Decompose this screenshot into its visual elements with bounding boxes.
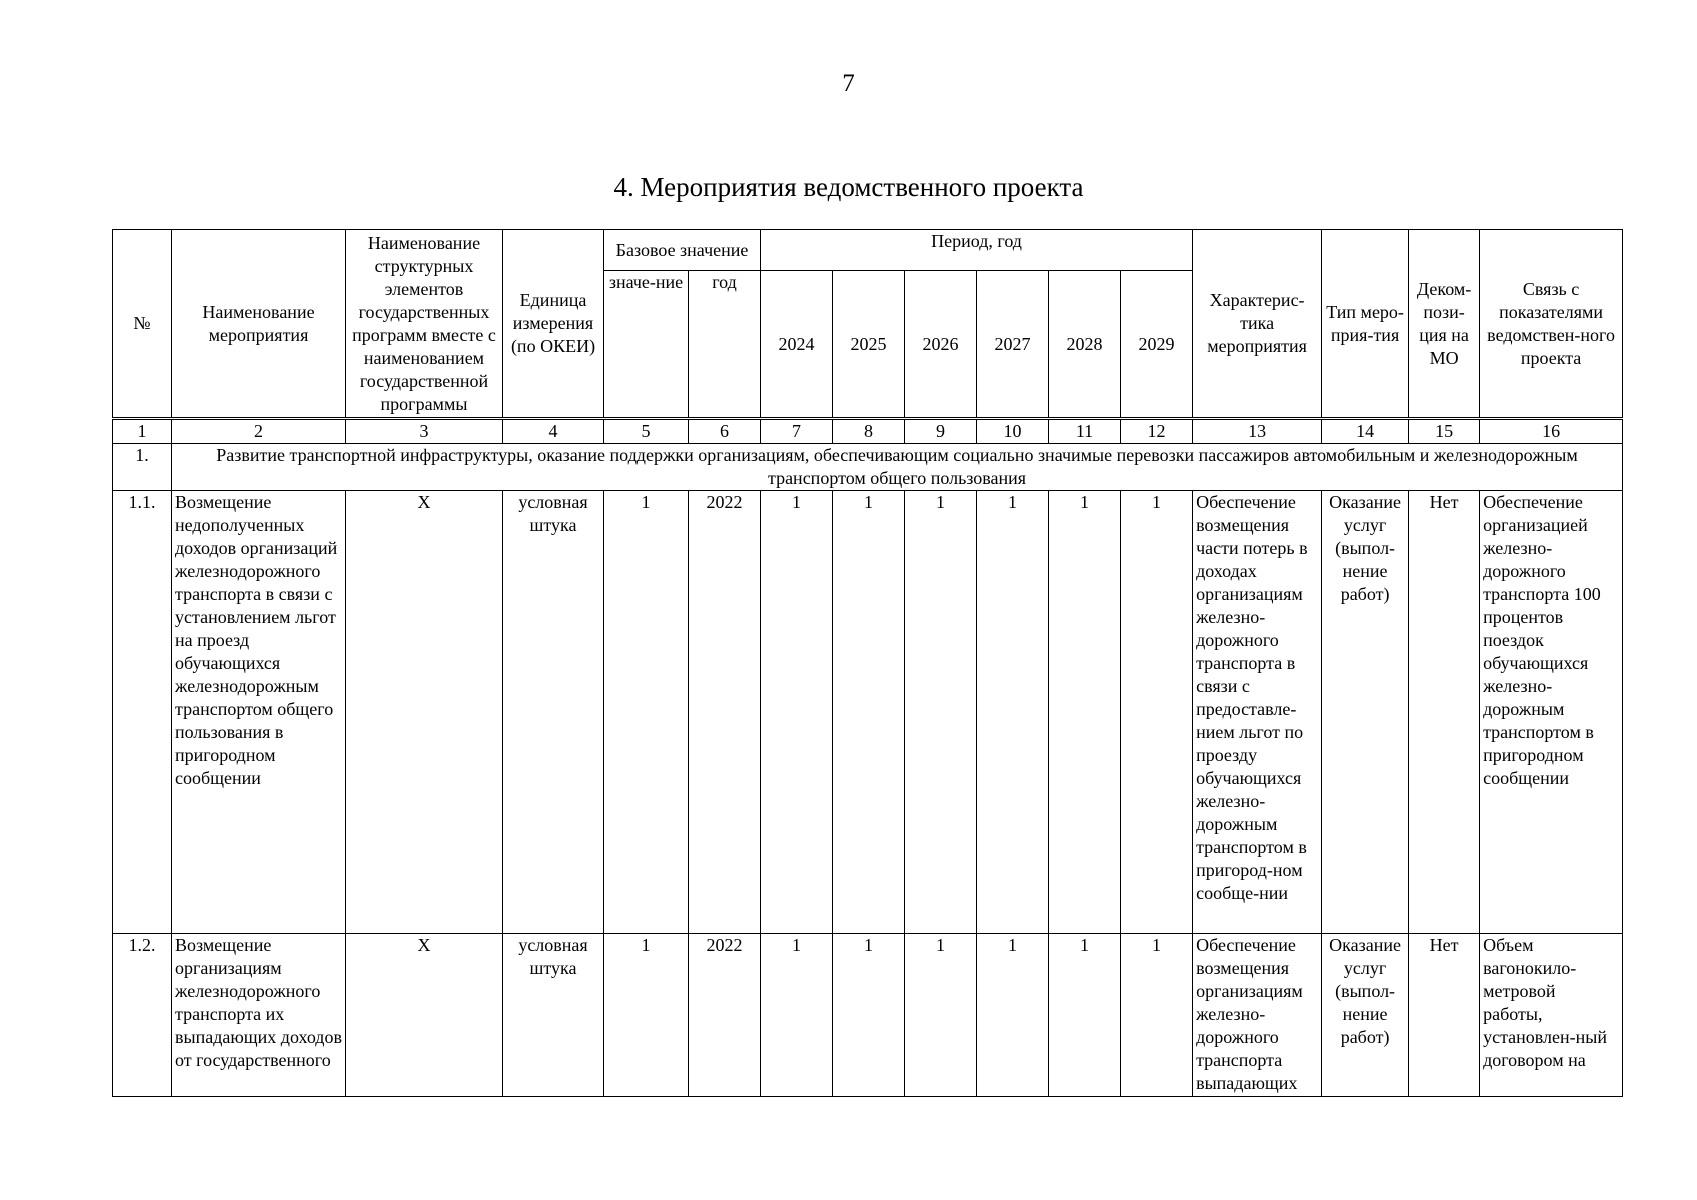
page-title: 4. Мероприятия ведомственного проекта xyxy=(613,172,1084,202)
row-value-2027: 1 xyxy=(977,934,1049,1097)
row-value-2026: 1 xyxy=(905,491,977,934)
header-characteristic: Характерис-тика мероприятия xyxy=(1193,230,1322,419)
row-value-2024: 1 xyxy=(761,934,833,1097)
column-number: 12 xyxy=(1121,419,1193,444)
row-value-2025: 1 xyxy=(833,934,905,1097)
page-number: 7 xyxy=(842,70,855,97)
column-number: 4 xyxy=(503,419,604,444)
header-year-2028: 2028 xyxy=(1049,271,1121,419)
column-number: 3 xyxy=(346,419,503,444)
header-link: Связь с показателями ведомствен-ного проекта xyxy=(1480,230,1623,419)
row-base-value: 1 xyxy=(604,491,689,934)
header-year-2029: 2029 xyxy=(1121,271,1193,419)
row-link: Обеспечение организацией железно-дорожного транспорта 100 процентов поездок обучающихся железно-дорожным транспортом в пригородном сообщении xyxy=(1480,491,1623,934)
header-type: Тип меро-прия-тия xyxy=(1322,230,1409,419)
column-numbers-row xyxy=(113,419,1623,444)
header-year-2026: 2026 xyxy=(905,271,977,419)
row-type: Оказание услуг (выпол-нение работ) xyxy=(1322,491,1409,934)
column-number: 2 xyxy=(172,419,346,444)
row-base-year: 2022 xyxy=(689,491,761,934)
row-type: Оказание услуг (выпол-нение работ) xyxy=(1322,934,1409,1097)
header-base: Базовое значение xyxy=(604,230,761,271)
header-name: Наименование мероприятия xyxy=(172,230,346,419)
row-name: Возмещение организациям железнодорожного транспорта их выпадающих доходов от государственного xyxy=(172,934,346,1097)
row-characteristic: Обеспечение возмещения организациям железно-дорожного транспорта выпадающих xyxy=(1193,934,1322,1097)
events-table xyxy=(112,229,1623,1097)
header-base-value: значе-ние xyxy=(604,271,689,419)
header-unit: Единица измерения (по ОКЕИ) xyxy=(503,230,604,419)
header-year-2027: 2027 xyxy=(977,271,1049,419)
column-number: 8 xyxy=(833,419,905,444)
column-number: 15 xyxy=(1409,419,1480,444)
row-decomp: Нет xyxy=(1409,934,1480,1097)
row-link: Объем вагонокило-метровой работы, установлен-ный договором на xyxy=(1480,934,1623,1097)
column-number: 14 xyxy=(1322,419,1409,444)
column-number: 6 xyxy=(689,419,761,444)
row-base-value: 1 xyxy=(604,934,689,1097)
row-characteristic: Обеспечение возмещения части потерь в доходах организациям железно-дорожного транспорта в связи с предоставле-нием льгот по проезду обучающихся железно-дорожным транспортом в пригород-ном сообще-нии xyxy=(1193,491,1322,934)
row-no: 1.2. xyxy=(113,934,172,1097)
column-number: 9 xyxy=(905,419,977,444)
row-value-2024: 1 xyxy=(761,491,833,934)
row-unit: условная штука xyxy=(503,934,604,1097)
row-struct: Х xyxy=(346,491,503,934)
column-number: 11 xyxy=(1049,419,1121,444)
column-number: 16 xyxy=(1480,419,1623,444)
header-decomp: Деком-пози-ция на МО xyxy=(1409,230,1480,419)
row-value-2026: 1 xyxy=(905,934,977,1097)
column-number: 7 xyxy=(761,419,833,444)
row-base-year: 2022 xyxy=(689,934,761,1097)
column-number: 10 xyxy=(977,419,1049,444)
header-row-1 xyxy=(113,230,1623,271)
row-unit: условная штука xyxy=(503,491,604,934)
table-row xyxy=(113,934,1623,1097)
header-no: № xyxy=(113,230,172,419)
row-no: 1.1. xyxy=(113,491,172,934)
row-value-2025: 1 xyxy=(833,491,905,934)
header-year-2025: 2025 xyxy=(833,271,905,419)
row-value-2028: 1 xyxy=(1049,491,1121,934)
column-number: 5 xyxy=(604,419,689,444)
section-title: Развитие транспортной инфраструктуры, оказание поддержки организациям, обеспечивающим социально значимые перевозки пассажиров автомобильным и железнодорожным транспортом общего пользования xyxy=(172,444,1623,491)
header-year-2024: 2024 xyxy=(761,271,833,419)
row-value-2029: 1 xyxy=(1121,491,1193,934)
row-name: Возмещение недополученных доходов организаций железнодорожного транспорта в связи с установлением льгот на проезд обучающихся железнодорожным транспортом общего пользования в пригородном сообщении xyxy=(172,491,346,934)
row-value-2027: 1 xyxy=(977,491,1049,934)
header-base-year: год xyxy=(689,271,761,419)
column-number: 1 xyxy=(113,419,172,444)
section-no: 1. xyxy=(113,444,172,491)
row-decomp: Нет xyxy=(1409,491,1480,934)
column-number: 13 xyxy=(1193,419,1322,444)
row-struct: Х xyxy=(346,934,503,1097)
table-row xyxy=(113,491,1623,934)
row-value-2029: 1 xyxy=(1121,934,1193,1097)
header-struct: Наименование структурных элементов государственных программ вместе с наименованием государственной программы xyxy=(346,230,503,419)
header-period: Период, год xyxy=(761,230,1193,271)
row-value-2028: 1 xyxy=(1049,934,1121,1097)
section-row xyxy=(113,444,1623,491)
